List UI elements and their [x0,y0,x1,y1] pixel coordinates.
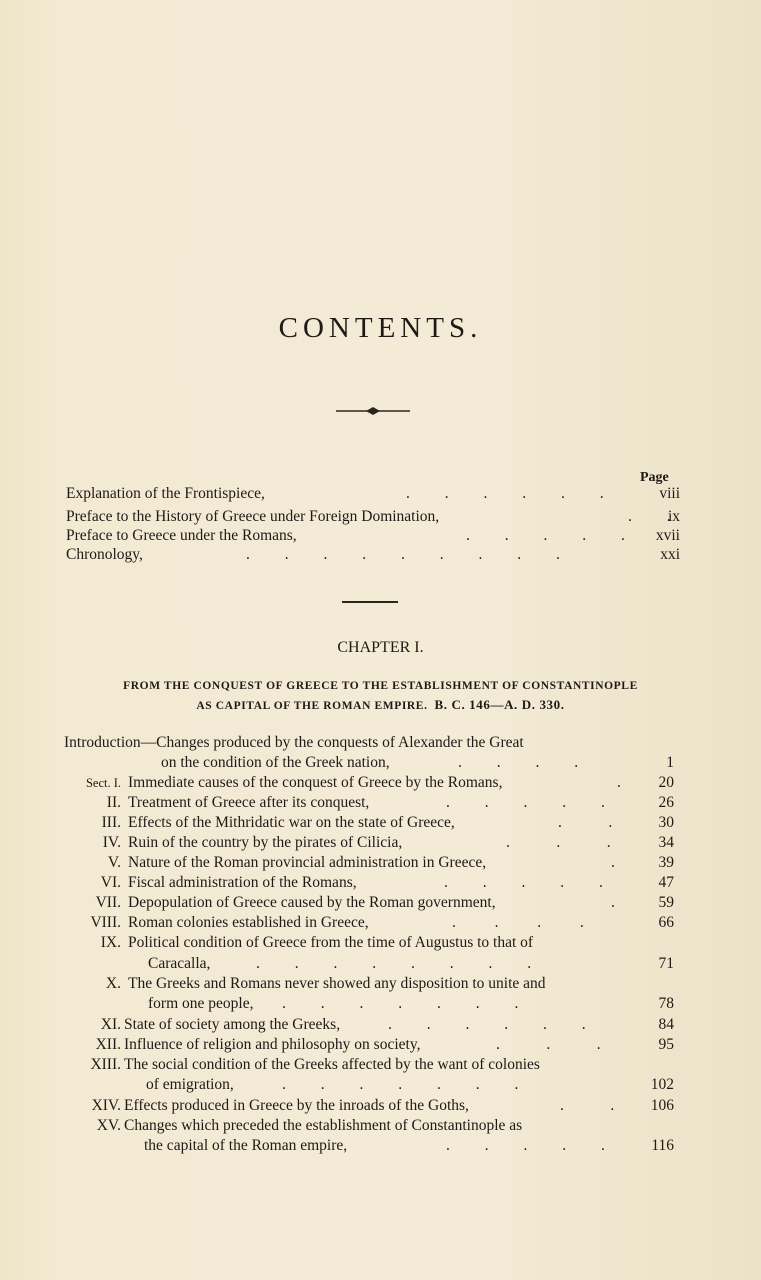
section-number: XV. [96,1117,121,1134]
prefatory-page: viii [659,485,680,502]
entry-page: 26 [658,794,674,811]
leader-dots: . . . [506,834,611,851]
leader-dots: . [617,774,621,791]
entry-page: 39 [658,854,674,871]
entry-text: State of society among the Greeks, [124,1016,341,1033]
prefatory-item [66,485,680,505]
entry-page: 95 [658,1036,674,1053]
leader-dots: . . . . [458,754,579,771]
prefatory-text: Chronology, [66,546,143,563]
leader-dots: . . . . . [466,527,625,544]
entry-text: Changes which preceded the establishment of Constantinople as [124,1117,523,1134]
chapter-heading: CHAPTER I. [337,639,424,656]
chapter-subtitle-text: AS CAPITAL OF THE ROMAN EMPIRE. [196,700,428,712]
entry-page: 34 [658,834,674,851]
entry-text: the capital of the Roman empire, [144,1137,348,1154]
chapter-subtitle: FROM THE CONQUEST OF GREECE TO THE ESTABLISHMENT OF CONSTANTINOPLE [123,680,638,692]
prefatory-text: Preface to Greece under the Romans, [66,527,297,544]
entry-text: Effects produced in Greece by the inroads of the Goths, [124,1097,469,1114]
leader-dots: . . [558,814,613,831]
section-number: II. [106,794,121,811]
leader-dots: . . . [496,1036,601,1053]
entry-text: The Greeks and Romans never showed any disposition to unite and [128,975,546,992]
section-number: III. [101,814,121,831]
entry-page: 102 [650,1076,674,1093]
prefatory-item [66,546,680,566]
entry-page: 78 [658,995,674,1012]
leader-dots: . . . . . [444,874,603,891]
entry-text: Fiscal administration of the Romans, [128,874,357,891]
entry-page: 66 [658,914,674,931]
section-number: XI. [100,1016,121,1033]
entry-page: 47 [658,874,674,891]
leader-dots: . . . . . . . [282,995,519,1012]
entry-text: The social condition of the Greeks affected by the want of colonies [124,1056,540,1073]
section-number: IV. [102,834,121,851]
entry-text: Effects of the Mithridatic war on the state of Greece, [128,814,455,831]
leader-dots: . . . . . [446,1137,605,1154]
entry-page: 116 [651,1137,674,1154]
chapter-subtitle-line2 [0,697,761,713]
leader-dots: . . . . . . . [282,1076,519,1093]
entry-text: Depopulation of Greece caused by the Roman government, [128,894,496,911]
section-number: VIII. [90,914,121,931]
chapter-dates-end: —A. D. 330. [490,697,565,712]
section-number: IX. [100,934,121,951]
section-number: XIV. [91,1097,121,1114]
section-number: Sect. I. [85,776,121,790]
entry-text: on the condition of the Greek nation, [161,754,390,771]
entry-page: 30 [658,814,674,831]
ornament-rule-icon [336,404,410,418]
entry-page: 1 [666,754,674,771]
prefatory-text: Preface to the History of Greece under Foreign Domination, [66,508,440,525]
entry-text: Immediate causes of the conquest of Greece by the Romans, [128,774,503,791]
prefatory-text: Explanation of the Frontispiece, [66,485,265,502]
entry-text: Treatment of Greece after its conquest, [128,794,370,811]
prefatory-page: xvii [655,527,680,544]
prefatory-item [66,527,680,547]
entry-page: 71 [658,955,674,972]
entry-text: Political condition of Greece from the time of Augustus to that of [128,934,534,951]
entry-page: 84 [658,1016,674,1033]
leader-dots: . . . . . [446,794,605,811]
chapter-dates-start: B. C. 146 [434,697,491,712]
entry-page: 20 [658,774,674,791]
entry-text: form one people, [148,995,254,1012]
leader-dots: . . . . . . . . [256,955,532,972]
section-number: XII. [95,1036,121,1053]
leader-dots: . [611,894,615,911]
leader-dots: . [611,854,615,871]
section-number: XIII. [90,1056,121,1073]
page-column-header: Page [640,470,669,485]
leader-dots: . . . . [452,914,584,931]
entry-text: of emigration, [146,1076,234,1093]
leader-dots: . . [560,1097,615,1114]
leader-dots: . . . . . . [388,1016,586,1033]
prefatory-page: xxi [660,546,680,563]
entry-text: Caracalla, [148,955,211,972]
entry-text: Influence of religion and philosophy on society, [124,1036,421,1053]
section-number: V. [107,854,121,871]
entry-text: Ruin of the country by the pirates of Cilicia, [128,834,403,851]
entry-page: 106 [650,1097,674,1114]
leader-dots: . . . . . . . . . [246,546,560,563]
page-title: CONTENTS. [278,312,483,344]
section-number: VI. [100,874,121,891]
section-number: X. [105,975,121,992]
section-divider [342,601,398,603]
prefatory-item [66,508,680,528]
entry-text: Nature of the Roman provincial administration in Greece, [128,854,487,871]
leader-dots: . . [628,508,671,525]
prefatory-page: ix [667,508,680,525]
entry-text: Roman colonies established in Greece, [128,914,369,931]
leader-dots: . . . . . . [406,485,604,502]
section-number: VII. [95,894,121,911]
entry-page: 59 [658,894,674,911]
entry-text: Introduction—Changes produced by the conquests of Alexander the Great [64,734,524,751]
